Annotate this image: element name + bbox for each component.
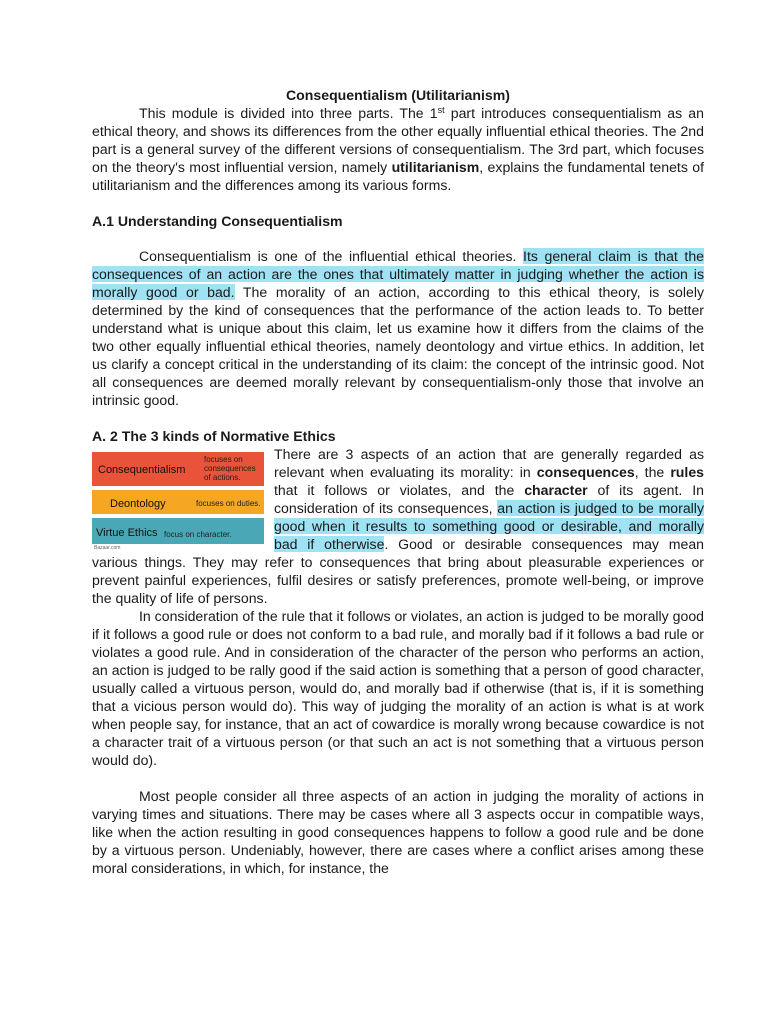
intro-paragraph: This module is divided into three parts. The 1st part introduces consequentialism as an ethical theory, and shows its differences from the other equally influential ethical theories. The 2nd part is a general survey of the different versions of consequentialism. The 3rd part, which focuses on the theory's most influential version, namely utilitarianism, explains the fundamental tenets of utilitarianism and the differences among its various forms.	[92, 105, 705, 193]
highlighted-text: an action is judged to be morally good when it results to something good or desirable, and morally bad if otherwise	[274, 500, 704, 552]
figure-label-consequentialism: Consequentialism	[98, 464, 186, 476]
figure-note-consequentialism: focuses on consequences of actions.	[204, 455, 256, 482]
document-body	[92, 86, 704, 877]
highlighted-text: Its general claim is that the consequences of an action are the ones that ultimately matter in judging whether the action is morally good or bad.	[92, 248, 704, 300]
figure-label-virtue-ethics: Virtue Ethics	[96, 527, 158, 539]
heading-a1: A.1 Understanding Consequentialism	[92, 213, 343, 229]
heading-a2: A. 2 The 3 kinds of Normative Ethics	[92, 428, 336, 444]
figure-label-deontology: Deontology	[110, 498, 166, 510]
figure-note-virtue-ethics: focus on character.	[164, 530, 232, 539]
a1-paragraph: Consequentialism is one of the influential ethical theories. Its general claim is that the consequences of an action are the ones that ultimately matter in judging whether the action is morally good or bad. The morality of an action, according to this ethical theory, is solely determined by the kind of consequences that the performance of the action leads to. To better understand what is unique about this claim, let us examine how it differs from the claims of the two other equally influential ethical theories, namely deontology and virtue ethics. In addition, let us clarify a concept critical in the understanding of its claim: the concept of the intrinsic good. Not all consequences are deemed morally relevant by consequentialism-only those that involve an intrinsic good.	[92, 248, 704, 408]
a2-paragraph-2: In consideration of the rule that it follows or violates, an action is judged to be morally good if it follows a good rule or does not conform to a bad rule, and morally bad if it follows a bad rule or violates a good rule. And in consideration of the character of the person who performs an action, an action is judged to be rally good if the said action is something that a person of good character, usually called a virtuous person, would do, and morally bad if otherwise (that is, if it is something that a vicious person would do). This way of judging the morality of an action is what is at work when people say, for instance, that an act of cowardice is morally wrong because cowardice is not a character trait of a virtuous person (or that such an act is not something that a virtuous person would do).	[92, 608, 704, 768]
normative-ethics-figure	[92, 448, 264, 551]
a2-paragraph-1: There are 3 aspects of an action that are generally regarded as relevant when evaluating its morality: in consequences, the rules that it follows or violates, and the character of its agent. In consideration of its consequences, an action is judged to be morally good when it results to something good or desirable, and morally bad if otherwise. Good or desirable consequences may mean various things. They may refer to consequences that bring about pleasurable experiences or prevent painful experiences, fulfil desires or satisfy preferences, promote well-being, or improve the quality of life of persons.	[92, 446, 704, 606]
figure-note-deontology: focuses on duties.	[196, 499, 261, 508]
figure-credit: Bazaar.com	[94, 545, 121, 551]
document-title: Consequentialism (Utilitarianism)	[286, 87, 510, 103]
a2-paragraph-3: Most people consider all three aspects of an action in judging the morality of actions in varying times and situations. There may be cases where all 3 aspects occur in compatible ways, like when the action resulting in good consequences happens to follow a good rule and be done by a virtuous person. Undeniably, however, there are cases where a conflict arises among these moral considerations, in which, for instance, the	[92, 788, 704, 876]
